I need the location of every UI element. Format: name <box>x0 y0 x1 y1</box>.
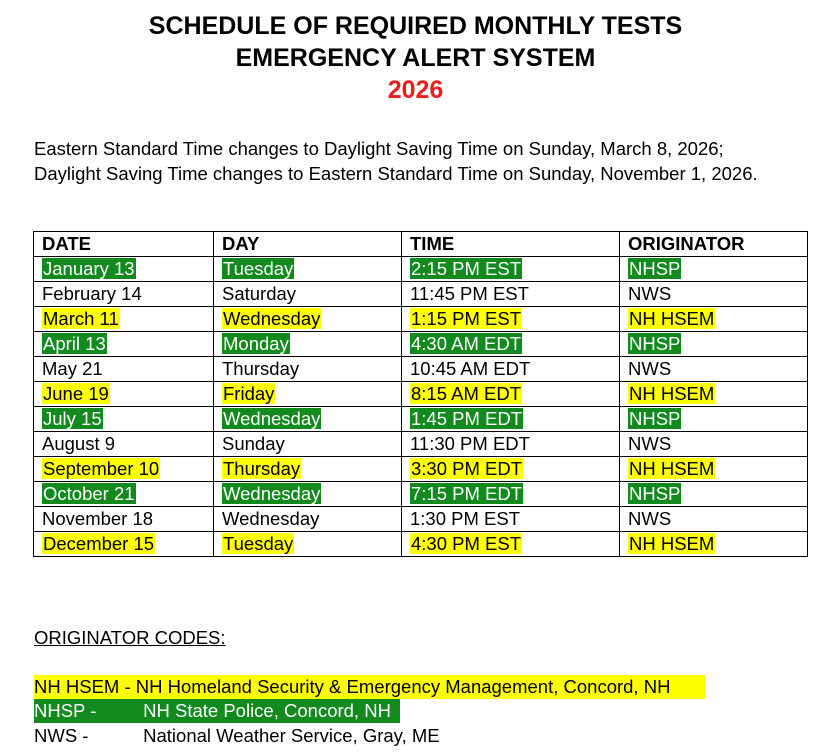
cell-time-text: 4:30 AM EDT <box>411 333 522 354</box>
header-date: DATE <box>34 232 214 257</box>
cell-day <box>214 507 402 532</box>
cell-originator-text: NHSP <box>629 258 681 279</box>
cell-originator <box>620 282 808 307</box>
cell-time-text: 1:15 PM EST <box>411 308 522 329</box>
title-line-1: SCHEDULE OF REQUIRED MONTHLY TESTS <box>148 12 683 40</box>
cell-time <box>402 507 620 532</box>
cell-day-text: Tuesday <box>223 258 294 279</box>
intro-line-1: Eastern Standard Time changes to Daylight Saving Time on Sunday, March 8, 2026; <box>34 138 724 159</box>
cell-day <box>214 382 402 407</box>
cell-originator <box>620 357 808 382</box>
cell-time-text: 7:15 PM EDT <box>411 483 523 504</box>
cell-date-text: July 15 <box>43 408 102 429</box>
cell-day <box>214 357 402 382</box>
cell-time-text: 3:30 PM EDT <box>411 458 523 479</box>
cell-time <box>402 357 620 382</box>
code-abbr: NWS - <box>34 725 89 746</box>
cell-originator-text: NH HSEM <box>629 458 715 479</box>
cell-time <box>402 282 620 307</box>
cell-day-text: Thursday <box>223 458 301 479</box>
cell-time <box>402 307 620 332</box>
cell-day-text: Monday <box>223 333 289 354</box>
cell-originator-text: NHSP <box>629 333 681 354</box>
cell-day <box>214 457 402 482</box>
cell-time-text: 2:15 PM EST <box>411 258 522 279</box>
cell-time-text: 11:30 PM EDT <box>410 433 530 454</box>
cell-time-text: 10:45 AM EDT <box>410 358 531 379</box>
cell-time-text: 8:15 AM EDT <box>411 383 522 404</box>
cell-originator <box>620 257 808 282</box>
cell-time <box>402 457 620 482</box>
cell-day <box>214 307 402 332</box>
cell-date-text: January 13 <box>43 258 135 279</box>
cell-date-text: February 14 <box>42 283 142 304</box>
cell-day <box>214 432 402 457</box>
cell-date-text: April 13 <box>43 333 106 354</box>
cell-originator-text: NWS <box>628 433 672 454</box>
header-day: DAY <box>214 232 402 257</box>
cell-originator-text: NWS <box>628 508 672 529</box>
cell-originator-text: NH HSEM <box>629 533 715 554</box>
table-row <box>34 357 808 382</box>
code-name: NH Homeland Security & Emergency Management, Concord, NH <box>135 676 671 697</box>
code-name: National Weather Service, Gray, ME <box>143 725 440 746</box>
cell-time-text: 4:30 PM EST <box>411 533 522 554</box>
cell-date-text: March 11 <box>43 308 119 329</box>
table-header-row <box>34 232 808 257</box>
cell-originator <box>620 432 808 457</box>
cell-date <box>34 382 214 407</box>
codes-heading: ORIGINATOR CODES: <box>34 627 226 648</box>
cell-date <box>34 257 214 282</box>
cell-time <box>402 432 620 457</box>
cell-date-text: May 21 <box>42 358 103 379</box>
cell-date <box>34 357 214 382</box>
cell-date-text: September 10 <box>43 458 160 479</box>
cell-originator-text: NHSP <box>629 408 681 429</box>
table-row <box>34 532 808 557</box>
cell-day <box>214 282 402 307</box>
cell-date <box>34 407 214 432</box>
cell-day-text: Wednesday <box>223 408 321 429</box>
cell-day <box>214 532 402 557</box>
table-row <box>34 507 808 532</box>
cell-day <box>214 257 402 282</box>
cell-date <box>34 307 214 332</box>
title-year: 2026 <box>387 76 444 104</box>
cell-originator <box>620 482 808 507</box>
cell-date-text: October 21 <box>43 483 135 504</box>
code-name: NH State Police, Concord, NH <box>143 700 391 721</box>
table-row <box>34 407 808 432</box>
cell-date <box>34 482 214 507</box>
cell-day-text: Wednesday <box>222 508 320 529</box>
cell-day-text: Wednesday <box>223 483 321 504</box>
cell-day-text: Sunday <box>222 433 285 454</box>
table-row <box>34 382 808 407</box>
cell-originator-text: NWS <box>628 358 672 379</box>
cell-day-text: Saturday <box>222 283 297 304</box>
cell-day-text: Thursday <box>222 358 300 379</box>
cell-time-text: 11:45 PM EST <box>410 283 529 304</box>
cell-time-text: 1:30 PM EST <box>410 508 521 529</box>
cell-date <box>34 457 214 482</box>
table-row <box>34 332 808 357</box>
table-row <box>34 307 808 332</box>
cell-originator-text: NHSP <box>629 483 681 504</box>
table-row <box>34 257 808 282</box>
table-body <box>34 257 808 557</box>
cell-time <box>402 257 620 282</box>
cell-originator <box>620 307 808 332</box>
cell-time <box>402 407 620 432</box>
cell-day-text: Wednesday <box>223 308 321 329</box>
cell-date-text: November 18 <box>42 508 154 529</box>
header-time: TIME <box>402 232 620 257</box>
table-row <box>34 432 808 457</box>
cell-originator <box>620 332 808 357</box>
table-row <box>34 282 808 307</box>
cell-time <box>402 532 620 557</box>
cell-originator <box>620 382 808 407</box>
cell-time <box>402 332 620 357</box>
test-schedule-table <box>33 231 808 557</box>
cell-date-text: August 9 <box>42 433 116 454</box>
code-line-nhsp <box>34 699 400 723</box>
code-line-nws <box>34 724 440 748</box>
cell-date <box>34 282 214 307</box>
cell-time <box>402 382 620 407</box>
cell-originator <box>620 407 808 432</box>
cell-originator <box>620 532 808 557</box>
table-row <box>34 482 808 507</box>
cell-originator-text: NH HSEM <box>629 383 715 404</box>
cell-time <box>402 482 620 507</box>
title-line-2: EMERGENCY ALERT SYSTEM <box>235 44 596 72</box>
cell-originator <box>620 507 808 532</box>
cell-originator <box>620 457 808 482</box>
cell-date-text: June 19 <box>43 383 109 404</box>
intro-line-2: Daylight Saving Time changes to Eastern Standard Time on Sunday, November 1, 2026. <box>34 163 758 184</box>
cell-time-text: 1:45 PM EDT <box>411 408 523 429</box>
cell-date <box>34 332 214 357</box>
cell-date-text: December 15 <box>43 533 155 554</box>
table-row <box>34 457 808 482</box>
cell-day-text: Friday <box>223 383 275 404</box>
cell-originator-text: NH HSEM <box>629 308 715 329</box>
cell-originator-text: NWS <box>628 283 672 304</box>
cell-day <box>214 407 402 432</box>
cell-day <box>214 482 402 507</box>
cell-date <box>34 432 214 457</box>
code-line-nh-hsem <box>34 675 705 699</box>
code-abbr: NH HSEM - <box>34 676 131 697</box>
cell-day <box>214 332 402 357</box>
header-originator: ORIGINATOR <box>620 232 808 257</box>
cell-day-text: Tuesday <box>223 533 294 554</box>
cell-date <box>34 532 214 557</box>
cell-date <box>34 507 214 532</box>
code-abbr: NHSP - <box>34 700 97 721</box>
